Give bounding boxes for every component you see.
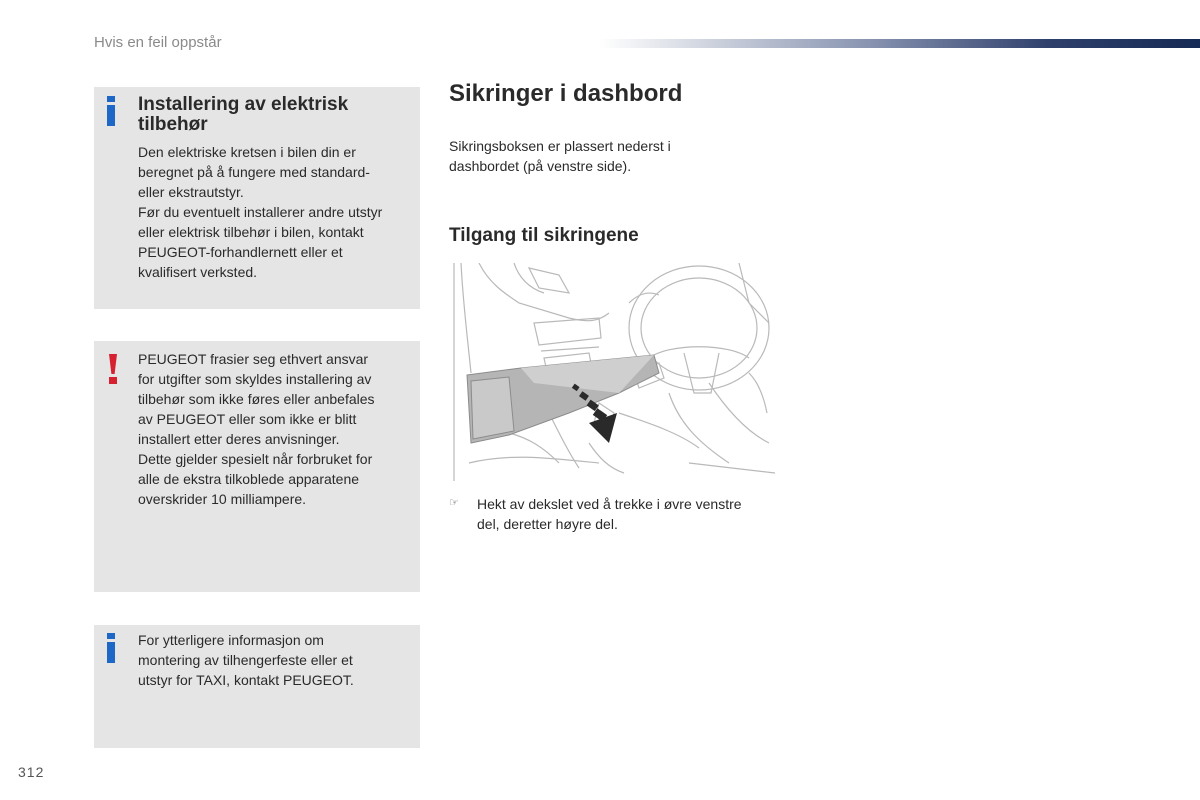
dashboard-fuse-illustration — [449, 263, 775, 481]
warning-text: PEUGEOT frasier seg ethvert ansvar for utgifter som skyldes installering av tilbehør som ikke føres eller anbefales av PEUGEOT eller som ikke er blitt installert etter deres anvisninger. Dette gjelder spesielt når forbruket for alle de ekstra tilkoblede apparatene overskrider 10 milliampere. — [138, 351, 375, 507]
hand-pointer-icon: ☞ — [449, 497, 459, 509]
warning-icon — [109, 354, 117, 384]
intro-text: Sikringsboksen er plassert nederst i dashbordet (på venstre side). — [449, 138, 671, 174]
info-icon — [107, 633, 115, 663]
page-number: 312 — [18, 764, 45, 780]
note-box-warning — [94, 341, 420, 592]
section-title: Sikringer i dashbord — [449, 80, 683, 107]
note-text: For ytterligere informasjon om montering av tilhengerfeste eller et utstyr for TAXI, kontakt PEUGEOT. — [138, 632, 354, 688]
chapter-title: Hvis en feil oppstår — [94, 34, 222, 51]
note-box-accessories — [94, 87, 420, 309]
info-icon — [107, 96, 115, 126]
instruction-text: Hekt av dekslet ved å trekke i øvre venstre del, deretter høyre del. — [477, 496, 742, 532]
note-box-towbar — [94, 625, 420, 748]
subsection-title: Tilgang til sikringene — [449, 225, 639, 246]
note-text: Den elektriske kretsen i bilen din er beregnet på å fungere med standard- eller ekstrautstyr. Før du eventuelt installerer andre utstyr eller elektrisk tilbehør i bilen, kontakt PEUGEOT-forhandlernett eller et kvalifisert verksted. — [138, 144, 383, 280]
note-heading: Installering av elektrisk tilbehør — [138, 94, 349, 135]
header-bar — [600, 39, 1200, 48]
